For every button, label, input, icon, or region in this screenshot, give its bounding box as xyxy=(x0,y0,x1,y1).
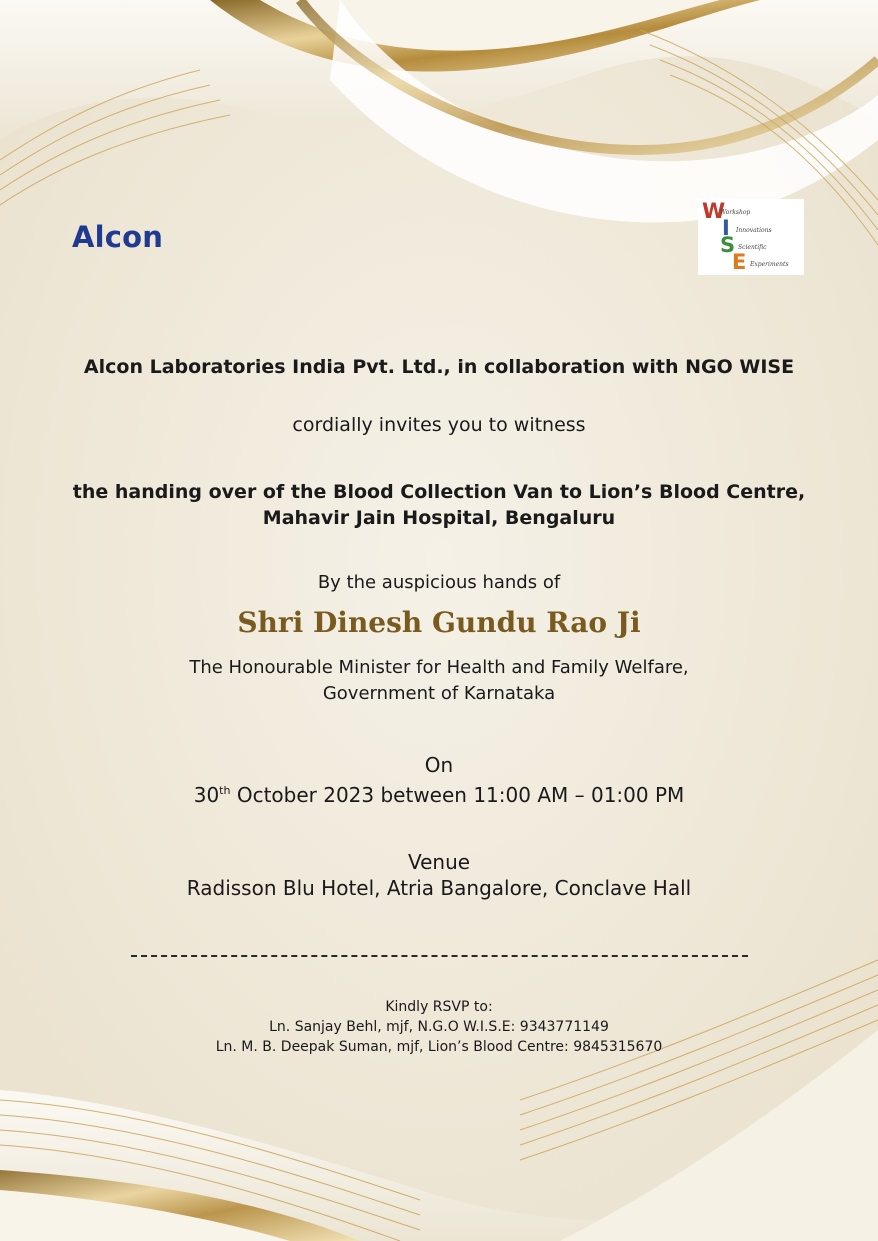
event-line-1: the handing over of the Blood Collection Van to Lion’s Blood Centre, xyxy=(72,481,806,503)
wise-word-workshop: Workshop xyxy=(720,209,751,216)
wise-letter-w: W xyxy=(702,199,726,223)
wise-letter-i: I xyxy=(722,216,730,240)
date-block xyxy=(0,752,878,808)
wise-word-scientific: Scientific xyxy=(738,244,767,251)
rsvp-label: Kindly RSVP to: xyxy=(385,999,493,1015)
rsvp-block xyxy=(0,997,878,1057)
invite-line: cordially invites you to witness xyxy=(292,414,586,436)
rsvp-contact-1: Ln. Sanjay Behl, mjf, N.G.O W.I.S.E: 9343771149 xyxy=(269,1019,609,1035)
dashed-divider xyxy=(131,955,748,957)
wise-word-innovations: Innovations xyxy=(736,227,772,234)
rsvp-contact-2: Ln. M. B. Deepak Suman, mjf, Lion’s Blood Centre: 9845315670 xyxy=(215,1039,663,1055)
guest-title-line-2: Government of Karnataka xyxy=(322,683,556,704)
venue-name: Radisson Blu Hotel, Atria Bangalore, Conclave Hall xyxy=(186,876,692,900)
wise-logo xyxy=(698,199,804,275)
date-time: October 2023 between 11:00 AM – 01:00 PM xyxy=(230,783,685,807)
on-label: On xyxy=(424,753,454,777)
event-line-2: Mahavir Jain Hospital, Bengaluru xyxy=(262,507,616,529)
date-day: 30 xyxy=(193,783,220,807)
alcon-logo: Alcon xyxy=(72,220,164,254)
date-suffix: th xyxy=(219,784,231,797)
wise-letter-e: E xyxy=(732,250,747,274)
hands-intro: By the auspicious hands of xyxy=(317,572,561,593)
guest-name: Shri Dinesh Gundu Rao Ji xyxy=(237,606,641,639)
event-date xyxy=(0,778,878,808)
wise-letter-s: S xyxy=(720,233,736,257)
venue-label: Venue xyxy=(407,850,471,874)
wise-word-experiments: Experiments xyxy=(750,261,789,268)
guest-title-line-1: The Honourable Minister for Health and Family Welfare, xyxy=(189,657,689,678)
venue-block xyxy=(0,849,878,901)
event-description xyxy=(0,479,878,531)
guest-title xyxy=(0,655,878,707)
host-line: Alcon Laboratories India Pvt. Ltd., in collaboration with NGO WISE xyxy=(83,356,795,378)
